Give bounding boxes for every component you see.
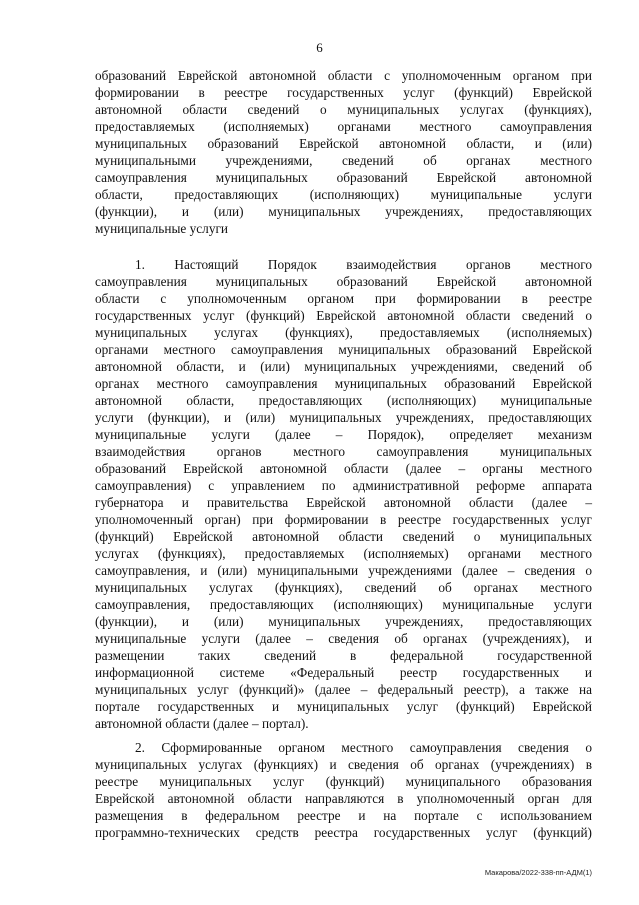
text-line: области с уполномоченным органом при формировании в реестре bbox=[95, 291, 592, 306]
text-line: (функции), и (или) муниципальных учреждениях, предоставляющих bbox=[95, 204, 592, 219]
text-line: самоуправления, предоставляющих (исполняющих) муниципальные услуги bbox=[95, 597, 592, 612]
text-line: автономной области (далее – портал). bbox=[95, 716, 309, 731]
text-line: (функций) Еврейской автономной области сведений о муниципальных bbox=[95, 529, 592, 544]
text-line: органами местного самоуправления муниципальных образований Еврейской bbox=[95, 342, 592, 357]
text-line: программно-технических средств реестра государственных услуг (функций) bbox=[95, 825, 592, 840]
text-line: самоуправления, и (или) муниципальными учреждениями (далее – сведения о bbox=[95, 563, 592, 578]
text-line: самоуправления) с управлением по административной реформе аппарата bbox=[95, 478, 592, 493]
text-line: муниципальных образований Еврейской автономной области, и (или) bbox=[95, 136, 592, 151]
text-line: услугах (функциях), предоставляемых (исполняемых) органами местного bbox=[95, 546, 592, 561]
text-line: портале государственных и муниципальных услуг (функций) Еврейской bbox=[95, 699, 592, 714]
text-line: размещения в федеральном реестре и на портале с использованием bbox=[95, 808, 592, 823]
text-line: услуги (функции), и (или) муниципальных учреждениях, предоставляющих bbox=[95, 410, 592, 425]
text-line: муниципальные услуги (далее – Порядок), определяет механизм bbox=[95, 427, 592, 442]
text-line: Еврейской автономной области направляются в уполномоченный орган для bbox=[95, 791, 592, 806]
text-line: автономной области, и (или) муниципальных учреждениями, сведений об bbox=[95, 359, 592, 374]
text-line: 2. Сформированные органом местного самоуправления сведения о bbox=[135, 740, 592, 755]
text-line: самоуправления муниципальных образований Еврейской автономной bbox=[95, 274, 592, 289]
text-line: 1. Настоящий Порядок взаимодействия органов местного bbox=[135, 257, 592, 272]
text-line: информационной системе «Федеральный реестр государственных и bbox=[95, 665, 592, 680]
text-line: муниципальные услуги bbox=[95, 221, 229, 236]
text-line: (функции), и (или) муниципальных учреждениях, предоставляющих bbox=[95, 614, 592, 629]
text-line: самоуправления муниципальных образований Еврейской автономной bbox=[95, 170, 592, 185]
text-line: размещении таких сведений в федеральной государственной bbox=[95, 648, 592, 663]
text-line: автономной области, предоставляющих (исполняющих) муниципальные bbox=[95, 393, 592, 408]
paragraph-1 bbox=[95, 256, 592, 732]
text-line: муниципальных услуг (функций)» (далее – федеральный реестр), а также на bbox=[95, 682, 592, 697]
text-line: муниципальные услуги (далее – сведения об органах (учреждениях), и bbox=[95, 631, 592, 646]
text-line: муниципальными учреждениями, сведений об органах местного bbox=[95, 153, 592, 168]
text-line: реестре муниципальных услуг (функций) муниципального образования bbox=[95, 774, 592, 789]
text-line: органах местного самоуправления муниципальных образований Еврейской bbox=[95, 376, 592, 391]
page-number: 6 bbox=[316, 40, 323, 55]
text-line: губернатора и правительства Еврейской автономной области (далее – bbox=[95, 495, 592, 510]
text-line: муниципальных услугах (функциях), сведений об органах местного bbox=[95, 580, 592, 595]
text-line: муниципальных услугах (функциях), предоставляемых (исполняемых) bbox=[95, 325, 592, 340]
document-code: Макарова/2022-338-пп-АДМ(1) bbox=[484, 868, 592, 877]
intro-paragraph bbox=[95, 67, 592, 237]
text-line: муниципальных услугах (функциях) и сведения об органах (учреждениях) в bbox=[95, 757, 592, 772]
text-line: образований Еврейской автономной области (далее – органы местного bbox=[95, 461, 592, 476]
text-line: уполномоченный орган) при формировании в реестре государственных услуг bbox=[95, 512, 592, 527]
text-line: формировании в реестре государственных услуг (функций) Еврейской bbox=[95, 85, 592, 100]
text-line: автономной области сведений о муниципальных услугах (функциях), bbox=[95, 102, 592, 117]
text-line: государственных услуг (функций) Еврейской автономной области сведений о bbox=[95, 308, 592, 323]
text-line: области, предоставляющих (исполняющих) муниципальные услуги bbox=[95, 187, 592, 202]
text-line: взаимодействия органов местного самоуправления муниципальных bbox=[95, 444, 592, 459]
text-line: образований Еврейской автономной области с уполномоченным органом при bbox=[95, 68, 592, 83]
paragraph-2 bbox=[95, 739, 592, 841]
text-line: предоставляемых (исполняемых) органами местного самоуправления bbox=[95, 119, 592, 134]
